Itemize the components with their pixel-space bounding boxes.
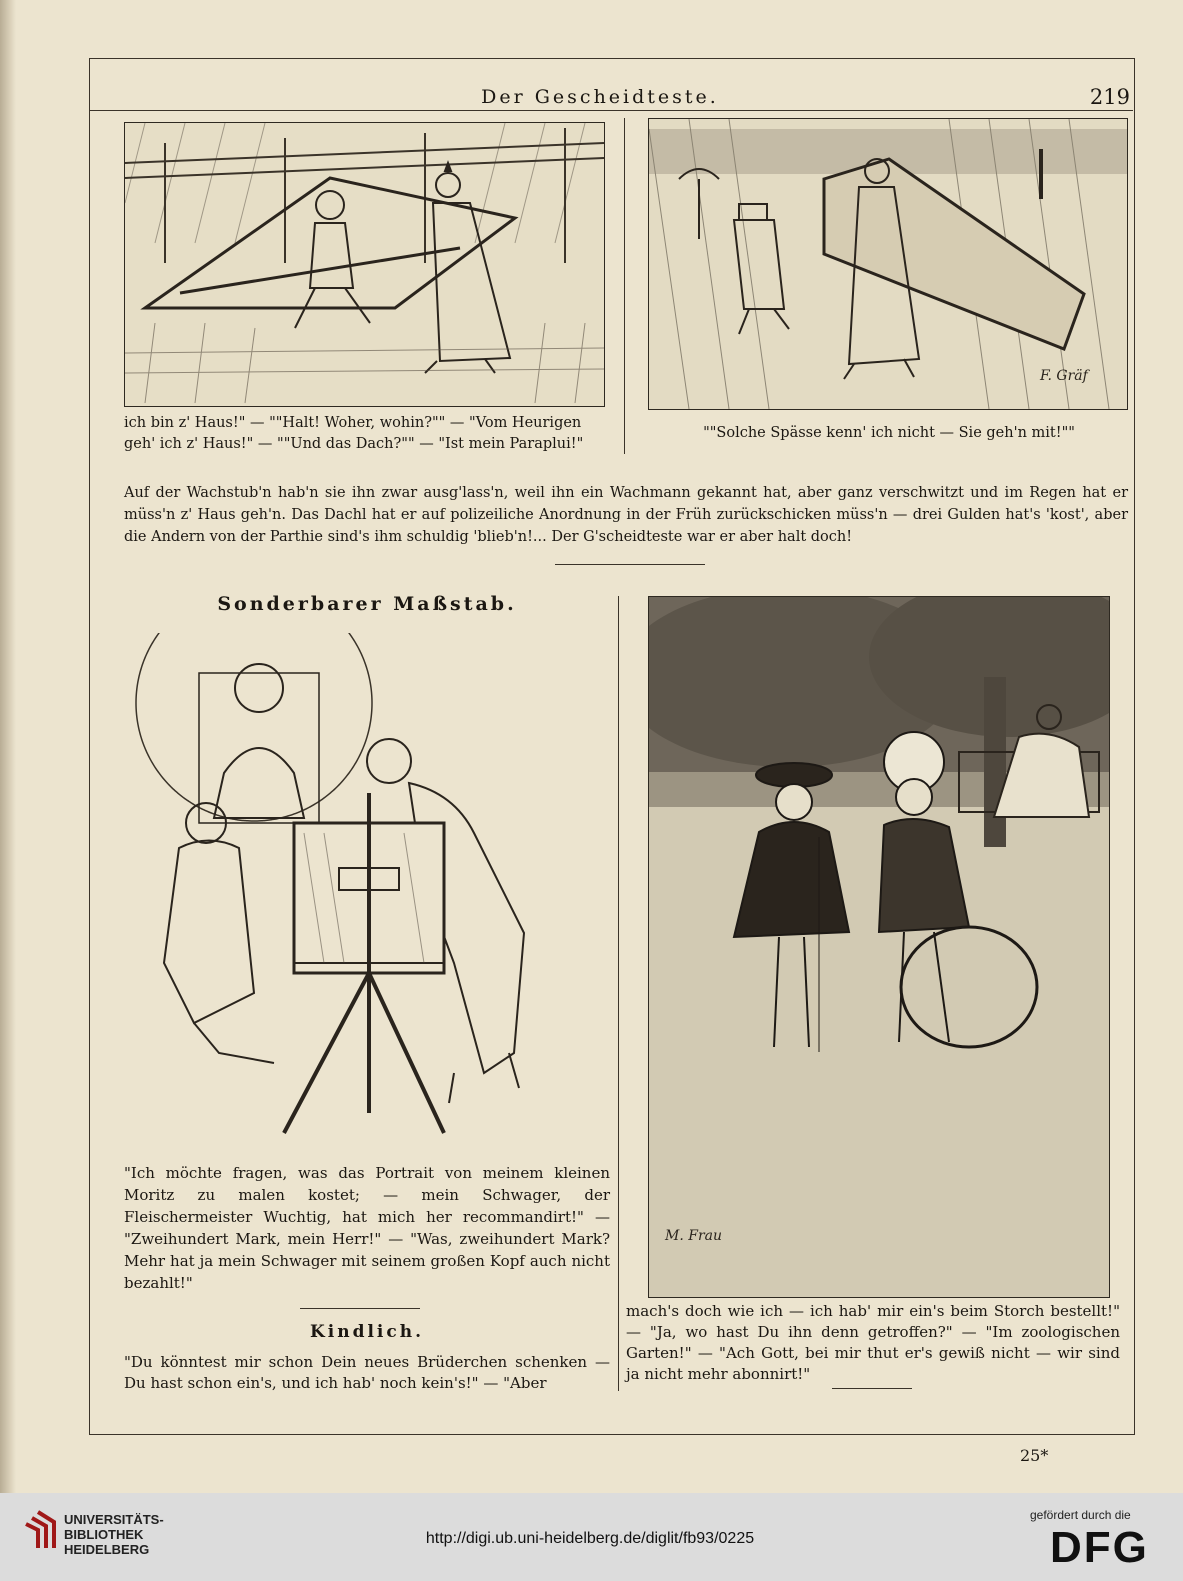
illustration-roof-carrier-drawing bbox=[125, 123, 604, 406]
illustration-painter-drawing bbox=[124, 633, 610, 1145]
running-title: Der Gescheidteste. bbox=[481, 86, 719, 108]
kindlich-text-left: "Du könntest mir schon Dein neues Brüderchen schenken — Du hast schon ein's, und ich hab' noch kein's!" — "Aber bbox=[124, 1353, 610, 1392]
illustration-girls-park-drawing bbox=[649, 597, 1109, 1297]
massstab-divider bbox=[300, 1308, 420, 1309]
source-url-link[interactable]: http://digi.ub.uni-heidelberg.de/diglit/fb93/0225 bbox=[425, 1530, 755, 1547]
dfg-logo: DFG bbox=[1050, 1523, 1149, 1572]
caption-right: ""Solche Spässe kenn' ich nicht — Sie geh'n mit!"" bbox=[703, 425, 1075, 441]
kindlich-divider bbox=[832, 1388, 912, 1389]
illustration-rain-arrest-drawing bbox=[649, 119, 1127, 409]
artist-signature-bottom: M. Frau bbox=[665, 1228, 723, 1244]
caption-left bbox=[124, 413, 610, 455]
artist-signature-top: F. Gräf bbox=[1040, 368, 1088, 384]
sheet-number: 25* bbox=[1020, 1446, 1049, 1465]
digitization-footer bbox=[0, 1493, 1183, 1581]
library-logo-icon bbox=[18, 1508, 58, 1552]
bottom-column-rule bbox=[618, 596, 619, 1391]
library-line-3: HEIDELBERG bbox=[64, 1542, 150, 1557]
illustration-rain-arrest bbox=[648, 118, 1128, 410]
illustration-roof-carrier bbox=[124, 122, 605, 407]
page-binding-shadow bbox=[0, 0, 16, 1493]
kindlich-heading: Kindlich. bbox=[309, 1322, 425, 1342]
caption-left-line-1: ich bin z' Haus!" — ""Halt! Woher, wohin?"" — "Vom Heurigen bbox=[124, 415, 582, 431]
section-divider bbox=[555, 564, 705, 565]
illustration-girls-park bbox=[648, 596, 1110, 1298]
kindlich-text-right: mach's doch wie ich — ich hab' mir ein's beim Storch bestellt!" — "Ja, wo hast Du ihn denn getroffen?" — "Im zoologischen Garten!" — "Ach Gott, bei mir thut er's gewiß nicht — wir sind ja nicht mehr abonnirt!" bbox=[626, 1302, 1120, 1383]
massstab-text: "Ich möchte fragen, was das Portrait von meinem kleinen Moritz zu malen kostet; — mein Schwager, der Fleischermeister Wuchtig, hat mich her recommandirt!" — "Zweihundert Mark, mein Herr!" — "Was, zweihundert Mark? Mehr hat ja mein Schwager mit seinem großen Kopf auch nicht bezahlt!" bbox=[124, 1164, 610, 1292]
page-number: 219 bbox=[1089, 85, 1130, 109]
caption-left-line-2: geh' ich z' Haus!" — ""Und das Dach?"" — "Ist mein Paraplui!" bbox=[124, 436, 584, 452]
funded-by-text: gefördert durch die bbox=[1030, 1508, 1131, 1522]
massstab-heading: Sonderbarer Maßstab. bbox=[217, 593, 517, 615]
header-rule bbox=[90, 110, 1133, 111]
library-name bbox=[64, 1512, 164, 1557]
library-line-1: UNIVERSITÄTS- bbox=[64, 1512, 164, 1527]
top-column-rule bbox=[624, 118, 625, 454]
library-line-2: BIBLIOTHEK bbox=[64, 1527, 144, 1542]
illustration-painter bbox=[124, 633, 610, 1145]
story-paragraph: Auf der Wachstub'n hab'n sie ihn zwar ausg'lass'n, weil ihn ein Wachmann gekannt hat, aber ganz verschwitzt und im Regen hat er müss'n z' Haus geh'n. Das Dachl hat er auf polizeiliche Anordnung in der Früh zurückschicken müss'n — drei Gulden hat's 'kost', aber die Andern von der Parthie sind's ihm schuldig 'blieb'n!... Der G'scheidteste war er aber halt doch! bbox=[124, 485, 1128, 545]
